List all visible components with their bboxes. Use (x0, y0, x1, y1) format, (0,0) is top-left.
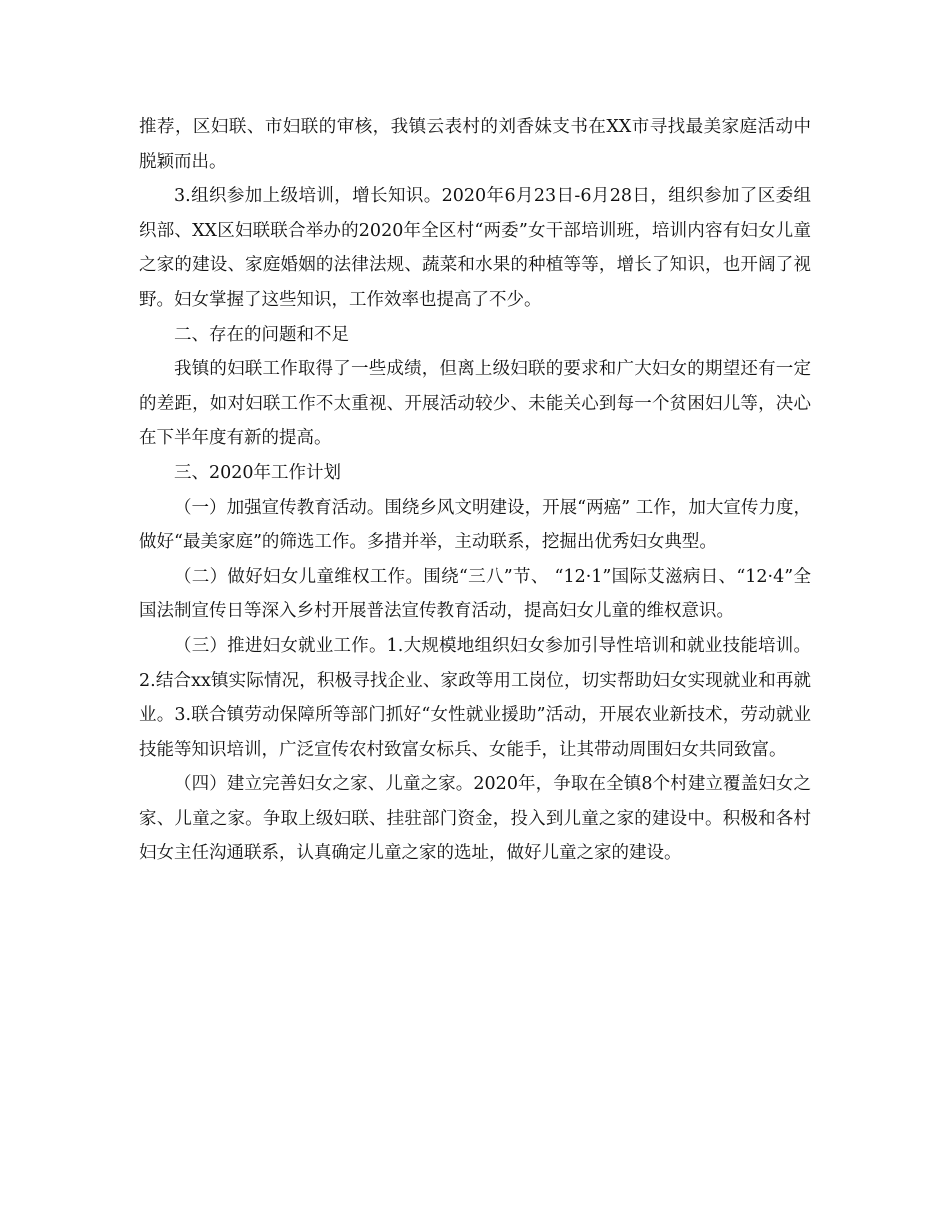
paragraph-problems: 我镇的妇联工作取得了一些成绩，但离上级妇联的要求和广大妇女的期望还有一定的差距，如对妇联工作不太重视、开展活动较少、未能关心到每一个贫困妇儿等，决心在下半年度有新的提高。 (139, 359, 811, 449)
paragraph-plan-2: （二）做好妇女儿童维权工作。围绕“三八”节、 “12·1”国际艾滋病日、“12·4”全国法制宣传日等深入乡村开展普法宣传教育活动，提高妇女儿童的维权意识。 (139, 566, 811, 622)
paragraph-continuation: 推荐，区妇联、市妇联的审核，我镇云表村的刘香妹支书在XX市寻找最美家庭活动中脱颖而出。 (139, 117, 811, 172)
paragraph-plan-1: （一）加强宣传教育活动。围绕乡风文明建设，开展“两癌” 工作，加大宣传力度，做好“最美家庭”的筛选工作。多措并举，主动联系，挖掘出优秀妇女典型。 (139, 497, 811, 553)
paragraph-training: 3.组织参加上级培训，增长知识。2020年6月23日-6月28日，组织参加了区委组织部、XX区妇联联合举办的2020年全区村“两委”女干部培训班，培训内容有妇女儿童之家的建设、家庭婚姻的法律法规、蔬菜和水果的种植等等，增长了知识，也开阔了视野。妇女掌握了这些知识，工作效率也提高了不少。 (139, 186, 811, 310)
section-heading-plan: 三、2020年工作计划 (174, 462, 342, 483)
paragraph-plan-4: （四）建立完善妇女之家、儿童之家。2020年，争取在全镇8个村建立覆盖妇女之家、儿童之家。争取上级妇联、挂驻部门资金，投入到儿童之家的建设中。积极和各村妇女主任沟通联系，认真确定儿童之家的选址，做好儿童之家的建设。 (139, 774, 811, 864)
document-body (139, 110, 811, 871)
section-heading-problems: 二、存在的问题和不足 (174, 324, 349, 345)
paragraph-plan-3: （三）推进妇女就业工作。1.大规模地组织妇女参加引导性培训和就业技能培训。2.结合xx镇实际情况，积极寻找企业、家政等用工岗位，切实帮助妇女实现就业和再就业。3.联合镇劳动保障所等部门抓好“女性就业援助”活动，开展农业新技术，劳动就业技能等知识培训，广泛宣传农村致富女标兵、女能手，让其带动周围妇女共同致富。 (139, 635, 811, 760)
